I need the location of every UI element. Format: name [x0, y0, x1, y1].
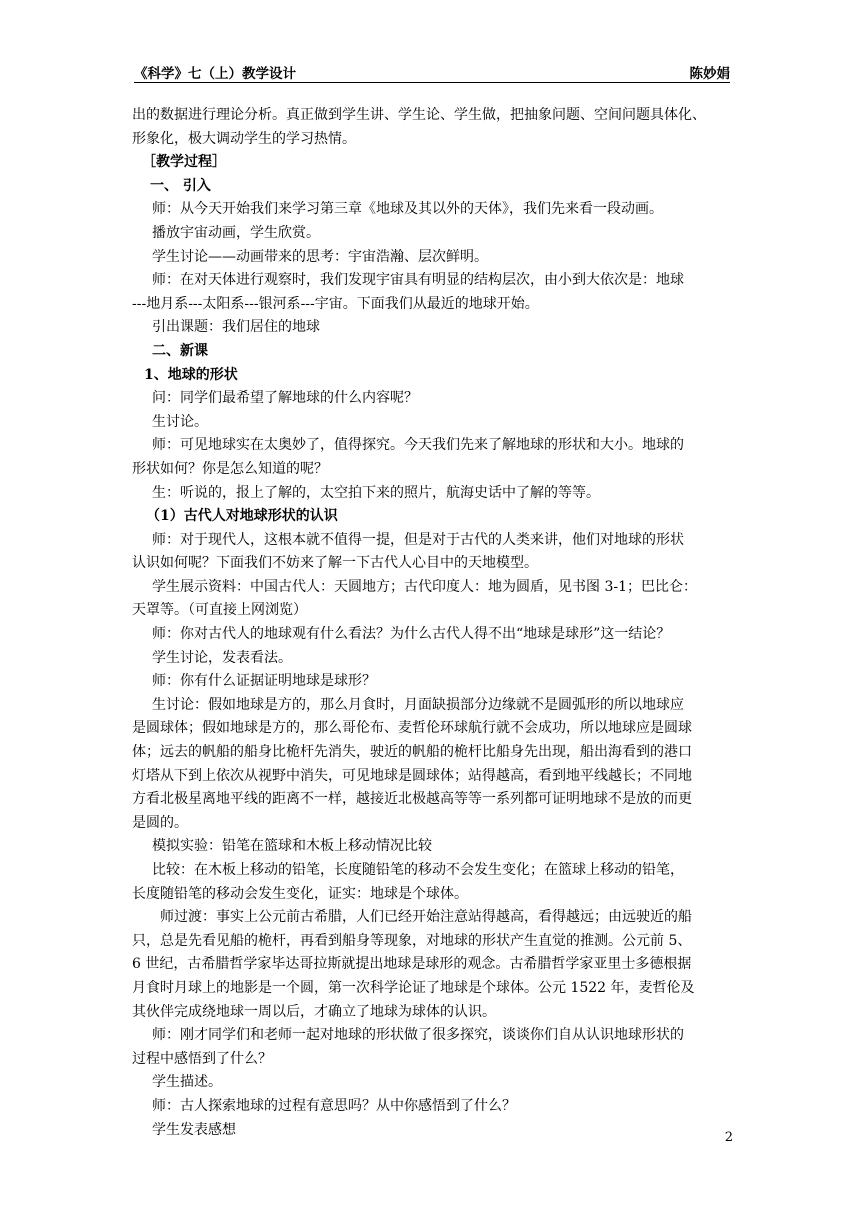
text-line: 1、地球的形状 [144, 366, 238, 383]
text-line: 生讨论：假如地球是方的，那么月食时，月面缺损部分边缘就不是圆弧形的所以地球应 [152, 696, 684, 713]
text-line: 是圆球体；假如地球是方的，那么哥伦布、麦哲伦环球航行就不会成功，所以地球应是圆球 [132, 720, 692, 737]
text-line: 灯塔从下到上依次从视野中消失，可见地球是圆球体；站得越高，看到地平线越长；不同地 [132, 767, 692, 784]
text-line: 方看北极星离地平线的距离不一样，越接近北极越高等等一系列都可证明地球不是放的而更 [132, 791, 692, 808]
text-line: 问：同学们最希望了解地球的什么内容呢？ [152, 390, 418, 407]
document-body [132, 104, 732, 1142]
text-line: 学生讨论，发表看法。 [152, 649, 292, 666]
text-line: 认识如何呢？下面我们不妨来了解一下古代人心目中的天地模型。 [132, 555, 538, 572]
page-header [134, 58, 730, 83]
text-line: 学生描述。 [152, 1074, 222, 1091]
text-line: 其伙伴完成绕地球一周以后，才确立了地球为球体的认识。 [132, 1003, 496, 1020]
text-line: 天罩等。（可直接上网浏览） [132, 602, 307, 619]
text-line: 6 世纪，古希腊哲学家毕达哥拉斯就提出地球是球形的观念。古希腊哲学家亚里士多德根据 [132, 956, 692, 973]
page-number: 2 [724, 1130, 733, 1145]
text-line: 师：从今天开始我们来学习第三章《地球及其以外的天体》，我们先来看一段动画。 [152, 201, 663, 218]
text-line: 师：古人探索地球的过程有意思吗？从中你感悟到了什么？ [152, 1097, 516, 1114]
text-line: 师：在对天体进行观察时，我们发现宇宙具有明显的结构层次，由小到大依次是：地球 [152, 272, 684, 289]
text-line: 形状如何？你是怎么知道的呢？ [132, 460, 328, 477]
text-line: 出的数据进行理论分析。真正做到学生讲、学生论、学生做，把抽象问题、空间问题具体化、 [132, 107, 706, 123]
text-line: 二、新课 [152, 342, 208, 359]
text-line: 是圆的。 [132, 814, 188, 831]
text-line: 生讨论。 [152, 413, 208, 430]
text-line: 师：你有什么证据证明地球是球形？ [152, 673, 376, 690]
text-line: 师：对于现代人，这根本就不值得一提，但是对于古代的人类来讲，他们对地球的形状 [152, 531, 684, 548]
text-line: 一、 引入 [150, 177, 211, 194]
text-line: 师：刚才同学们和老师一起对地球的形状做了很多探究，谈谈你们自从认识地球形状的 [152, 1027, 684, 1044]
text-line: （1）古代人对地球形状的认识 [146, 508, 338, 525]
text-line: 只，总是先看见船的桅杆，再看到船身等现象，对地球的形状产生直觉的推测。公元前 5、 [132, 932, 692, 949]
text-line: ［教学过程］ [142, 154, 226, 171]
text-line: 学生发表感想 [152, 1121, 236, 1138]
document-title: 《科学》七（上）教学设计 [134, 66, 296, 82]
text-line: 师：你对古代人的地球观有什么看法？为什么古代人得不出“地球是球形”这一结论？ [152, 626, 671, 643]
text-line: 长度随铅笔的移动会发生变化，证实：地球是个球体。 [132, 885, 468, 902]
text-line: 师：可见地球实在太奥妙了，值得探究。今天我们先来了解地球的形状和大小。地球的 [152, 437, 684, 454]
text-line: 播放宇宙动画，学生欣赏。 [152, 224, 320, 241]
text-line: 形象化，极大调动学生的学习热情。 [132, 130, 356, 147]
text-line: 生：听说的，报上了解的，太空拍下来的照片，航海史话中了解的等等。 [152, 484, 600, 501]
text-line: 引出课题：我们居住的地球 [152, 319, 320, 336]
text-line: 学生讨论——动画带来的思考：宇宙浩瀚、层次鲜明。 [152, 248, 488, 265]
text-line: 过程中感悟到了什么？ [132, 1050, 272, 1067]
text-line: 模拟实验：铅笔在篮球和木板上移动情况比较 [152, 838, 432, 855]
text-line: 学生展示资料：中国古代人：天圆地方；古代印度人：地为圆盾，见书图 3-1；巴比仑： [152, 578, 697, 595]
author-name: 陈妙娟 [689, 66, 730, 82]
text-line: 月食时月球上的地影是一个圆，第一次科学论证了地球是个球体。公元 1522 年，麦哲伦及 [132, 979, 695, 996]
text-line: ---地月系---太阳系---银河系---宇宙。下面我们从最近的地球开始。 [132, 295, 539, 312]
text-line: 体；远去的帆船的船身比桅杆先消失，驶近的帆船的桅杆比船身先出现，船出海看到的港口 [132, 744, 692, 761]
text-line: 比较：在木板上移动的铅笔，长度随铅笔的移动不会发生变化；在篮球上移动的铅笔， [152, 862, 684, 878]
text-line: 师过渡：事实上公元前古希腊，人们已经开始注意站得越高，看得越远；由远驶近的船 [160, 909, 692, 926]
